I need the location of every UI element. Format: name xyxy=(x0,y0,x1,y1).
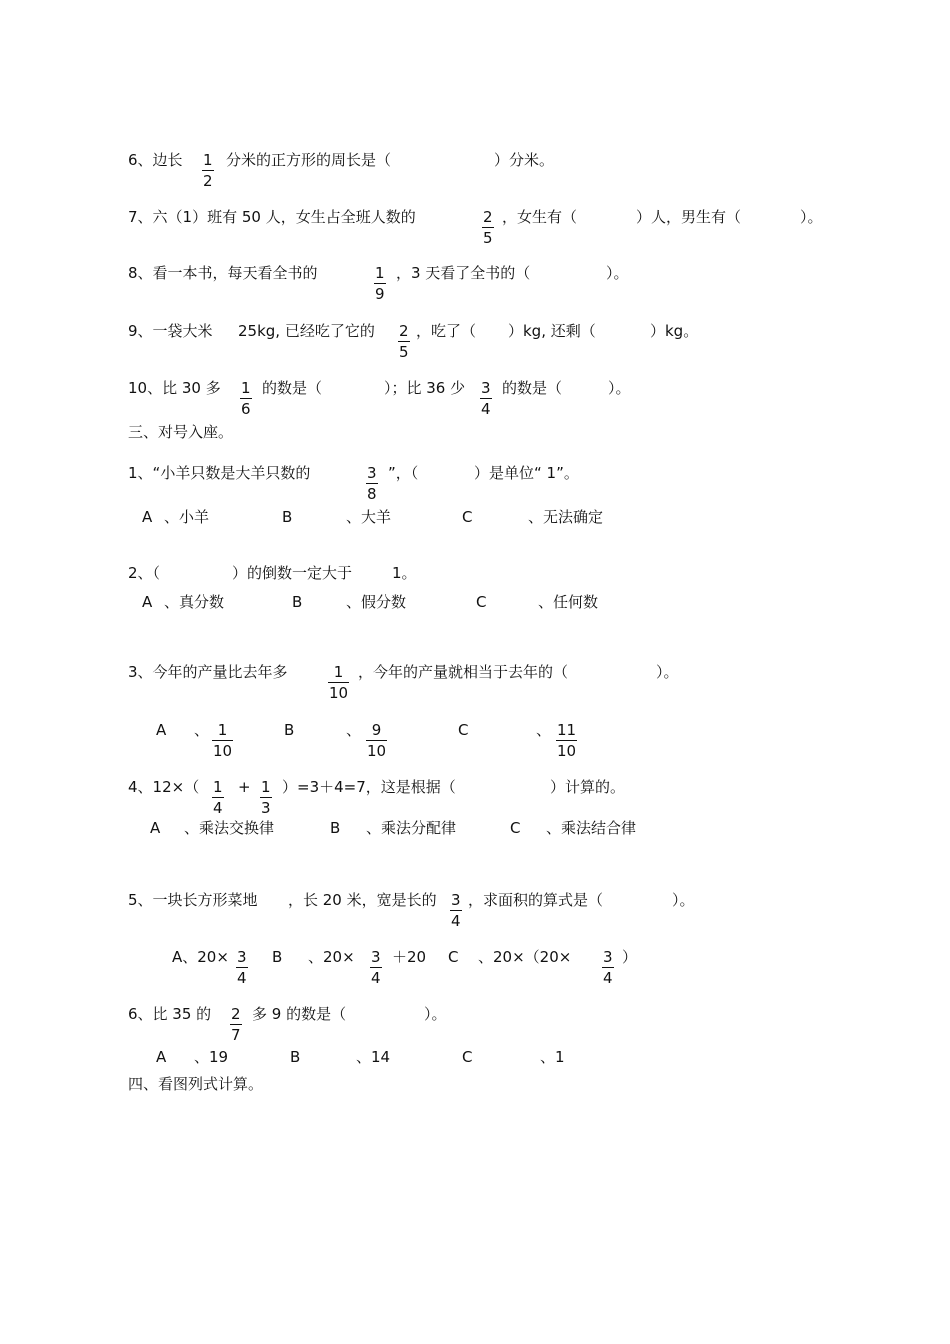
option-a-letter: A xyxy=(142,593,153,611)
question-text: ）。 xyxy=(608,379,631,397)
option-b-letter: B xyxy=(330,819,341,837)
option-c-fraction: 3 4 xyxy=(603,948,613,987)
question-text: ）。 xyxy=(800,208,823,226)
option-b-fraction: 3 4 xyxy=(371,948,381,987)
option-c-letter: C xyxy=(458,721,469,739)
question-text: ）。 xyxy=(656,663,679,681)
option-c-text: 、任何数 xyxy=(538,593,599,611)
question-text: ）人，男生有（ xyxy=(636,208,742,226)
fraction: 3 4 xyxy=(481,379,491,418)
question-text: ）；比 36 少 xyxy=(384,379,466,397)
option-b-letter: B xyxy=(292,593,303,611)
question-text: ）是单位“ 1”。 xyxy=(474,464,579,482)
option-c-text: 、无法确定 xyxy=(528,508,604,526)
question-text: 多 9 的数是（ xyxy=(252,1005,347,1023)
option-a-text: 、19 xyxy=(194,1048,229,1066)
option-a-fraction: 1 10 xyxy=(213,721,233,760)
question-text: ”，（ xyxy=(388,464,419,482)
question-text: ）。 xyxy=(606,264,629,282)
question-text: 25kg, 已经吃了它的 xyxy=(238,322,375,340)
question-text: ）kg, 还剩（ xyxy=(508,322,596,340)
option-b-text: 、大羊 xyxy=(346,508,392,526)
fraction: 1 2 xyxy=(203,151,213,190)
option-c-letter: C xyxy=(462,508,473,526)
option-b-letter: B xyxy=(284,721,295,739)
option-b-fraction: 9 10 xyxy=(367,721,387,760)
option-a-letter: A xyxy=(156,721,167,739)
fraction: 3 8 xyxy=(367,464,377,503)
question-text: ）kg。 xyxy=(650,322,699,340)
question-text: 6、比 35 的 xyxy=(128,1005,212,1023)
question-text: ）的倒数一定大于 xyxy=(232,564,353,582)
option-c-text: 、乘法结合律 xyxy=(546,819,637,837)
option-a-letter: A xyxy=(142,508,153,526)
option-a-text: 、小羊 xyxy=(164,508,210,526)
option-a-text: A、20× xyxy=(172,948,229,966)
question-text: 9、一袋大米 xyxy=(128,322,213,340)
option-b-letter: B xyxy=(282,508,293,526)
fraction: 2 7 xyxy=(231,1005,241,1044)
option-a-letter: A xyxy=(150,819,161,837)
option-b-text: 、假分数 xyxy=(346,593,407,611)
fraction: 1 9 xyxy=(375,264,385,303)
fraction: 1 4 xyxy=(213,778,223,817)
option-a-text: 、真分数 xyxy=(164,593,225,611)
question-text: 7、六（1）班有 50 人，女生占全班人数的 xyxy=(128,208,416,226)
question-text: 的数是（ xyxy=(262,379,323,397)
question-text: ）。 xyxy=(672,891,695,909)
fraction: 1 10 xyxy=(329,663,349,702)
question-text: ，今年的产量就相当于去年的（ xyxy=(358,663,569,681)
question-text: 1、“小羊只数是大羊只数的 xyxy=(128,464,311,482)
option-c-sep: 、 xyxy=(536,721,552,739)
option-c-text: ） xyxy=(622,948,638,966)
option-b-sep: 、 xyxy=(346,721,362,739)
option-c-letter: C xyxy=(448,948,459,966)
fraction: 2 5 xyxy=(399,322,409,361)
plus-sign: + xyxy=(238,778,251,796)
option-b-text: ＋20 xyxy=(392,948,427,966)
question-text: ）计算的。 xyxy=(550,778,626,796)
question-text: ，求面积的算式是（ xyxy=(468,891,604,909)
option-c-text: 、1 xyxy=(540,1048,565,1066)
fraction: 2 5 xyxy=(483,208,493,247)
option-c-letter: C xyxy=(462,1048,473,1066)
option-c-text: 、20×（20× xyxy=(478,948,572,966)
question-text: ，吃了（ xyxy=(416,322,477,340)
option-c-letter: C xyxy=(510,819,521,837)
option-a-fraction: 3 4 xyxy=(237,948,247,987)
question-text: 4、12×（ xyxy=(128,778,200,796)
question-text: 3、今年的产量比去年多 xyxy=(128,663,288,681)
option-b-letter: B xyxy=(272,948,283,966)
question-text: ）分米。 xyxy=(494,151,555,169)
option-c-fraction: 11 10 xyxy=(557,721,577,760)
option-c-letter: C xyxy=(476,593,487,611)
option-a-sep: 、 xyxy=(194,721,210,739)
question-text: ）=3＋4=7，这是根据（ xyxy=(282,778,456,796)
question-text: 8、看一本书，每天看全书的 xyxy=(128,264,318,282)
question-text: 分米的正方形的周长是（ xyxy=(226,151,392,169)
fraction: 1 6 xyxy=(241,379,251,418)
question-text: 6、边长 xyxy=(128,151,183,169)
question-text: 5、一块长方形菜地 xyxy=(128,891,258,909)
option-b-text: 、20× xyxy=(308,948,355,966)
question-text: ）。 xyxy=(424,1005,447,1023)
question-text: 的数是（ xyxy=(502,379,563,397)
question-text: ，女生有（ xyxy=(502,208,578,226)
option-b-text: 、14 xyxy=(356,1048,391,1066)
question-text: ，3 天看了全书的（ xyxy=(396,264,531,282)
fraction: 3 4 xyxy=(451,891,461,930)
question-text: 1。 xyxy=(392,564,417,582)
option-b-text: 、乘法分配律 xyxy=(366,819,457,837)
question-text: 2、（ xyxy=(128,564,161,582)
option-b-letter: B xyxy=(290,1048,301,1066)
option-a-letter: A xyxy=(156,1048,167,1066)
option-a-text: 、乘法交换律 xyxy=(184,819,275,837)
question-text: ，长 20 米，宽是长的 xyxy=(288,891,437,909)
question-text: 10、比 30 多 xyxy=(128,379,221,397)
fraction: 1 3 xyxy=(261,778,271,817)
